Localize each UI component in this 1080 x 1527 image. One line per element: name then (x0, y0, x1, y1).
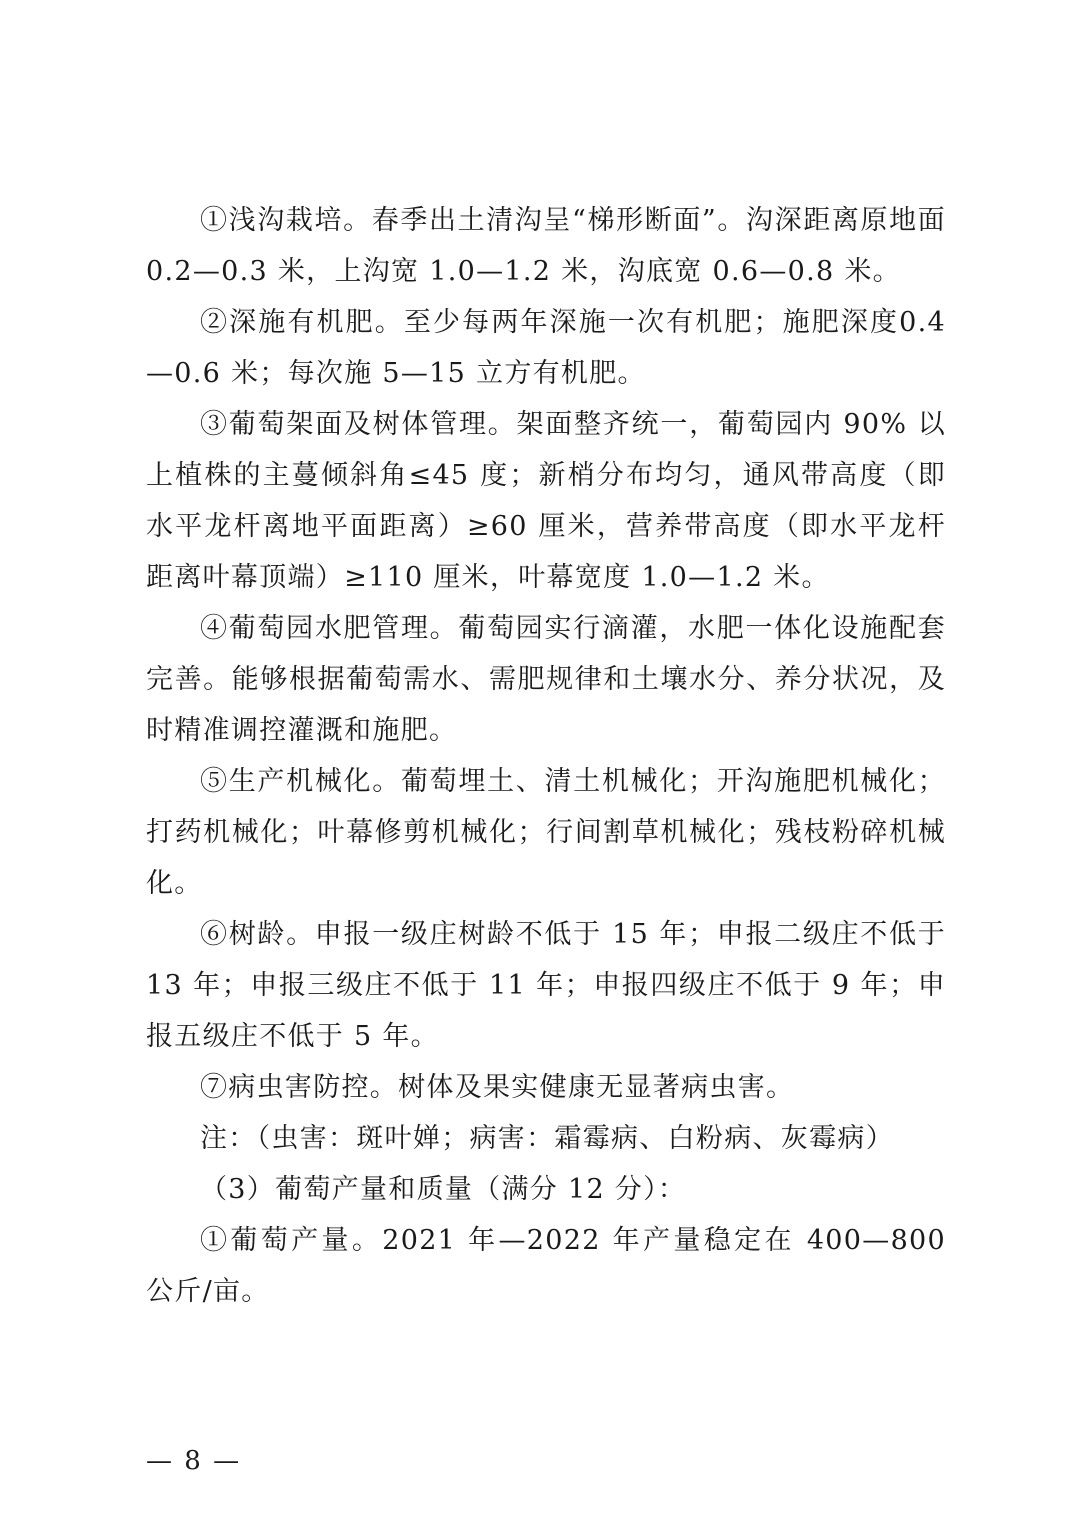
paragraph-organic-fertilizer: ②深施有机肥。至少每两年深施一次有机肥；施肥深度0.4—0.6 米；每次施 5—15 立方有机肥。 (146, 307, 946, 389)
paragraph-shallow-trench: ①浅沟栽培。春季出土清沟呈“梯形断面”。沟深距离原地面0.2—0.3 米，上沟宽 1.0—1.2 米，沟底宽 0.6—0.8 米。 (146, 205, 946, 287)
paragraph-trellis-management: ③葡萄架面及树体管理。架面整齐统一，葡萄园内 90% 以上植株的主蔓倾斜角≤45 度；新梢分布均匀，通风带高度（即水平龙杆离地平面距离）≥60 厘米，营养带高度（即水平龙杆距离叶幕顶端）≥110 厘米，叶幕宽度 1.0—1.2 米。 (146, 409, 946, 593)
paragraph-vine-age: ⑥树龄。申报一级庄树龄不低于 15 年；申报二级庄不低于13 年；申报三级庄不低于 11 年；申报四级庄不低于 9 年；申报五级庄不低于 5 年。 (146, 919, 946, 1052)
page-number: — 8 — (146, 1446, 242, 1476)
paragraph-water-fertilizer: ④葡萄园水肥管理。葡萄园实行滴灌，水肥一体化设施配套完善。能够根据葡萄需水、需肥规律和土壤水分、养分状况，及时精准调控灌溉和施肥。 (146, 613, 946, 746)
paragraph-pest-control: ⑦病虫害防控。树体及果实健康无显著病虫害。 (200, 1072, 795, 1103)
section-heading-yield-quality: （3）葡萄产量和质量（满分 12 分）： (200, 1174, 687, 1205)
paragraph-yield: ①葡萄产量。2021 年—2022 年产量稳定在 400—800 公斤/亩。 (146, 1225, 946, 1307)
paragraph-mechanization: ⑤生产机械化。葡萄埋土、清土机械化；开沟施肥机械化；打药机械化；叶幕修剪机械化；行间割草机械化；残枝粉碎机械化。 (146, 766, 946, 899)
document-body (146, 195, 946, 1317)
paragraph-note: 注：（虫害：斑叶婵；病害：霜霉病、白粉病、灰霉病） (200, 1123, 894, 1154)
